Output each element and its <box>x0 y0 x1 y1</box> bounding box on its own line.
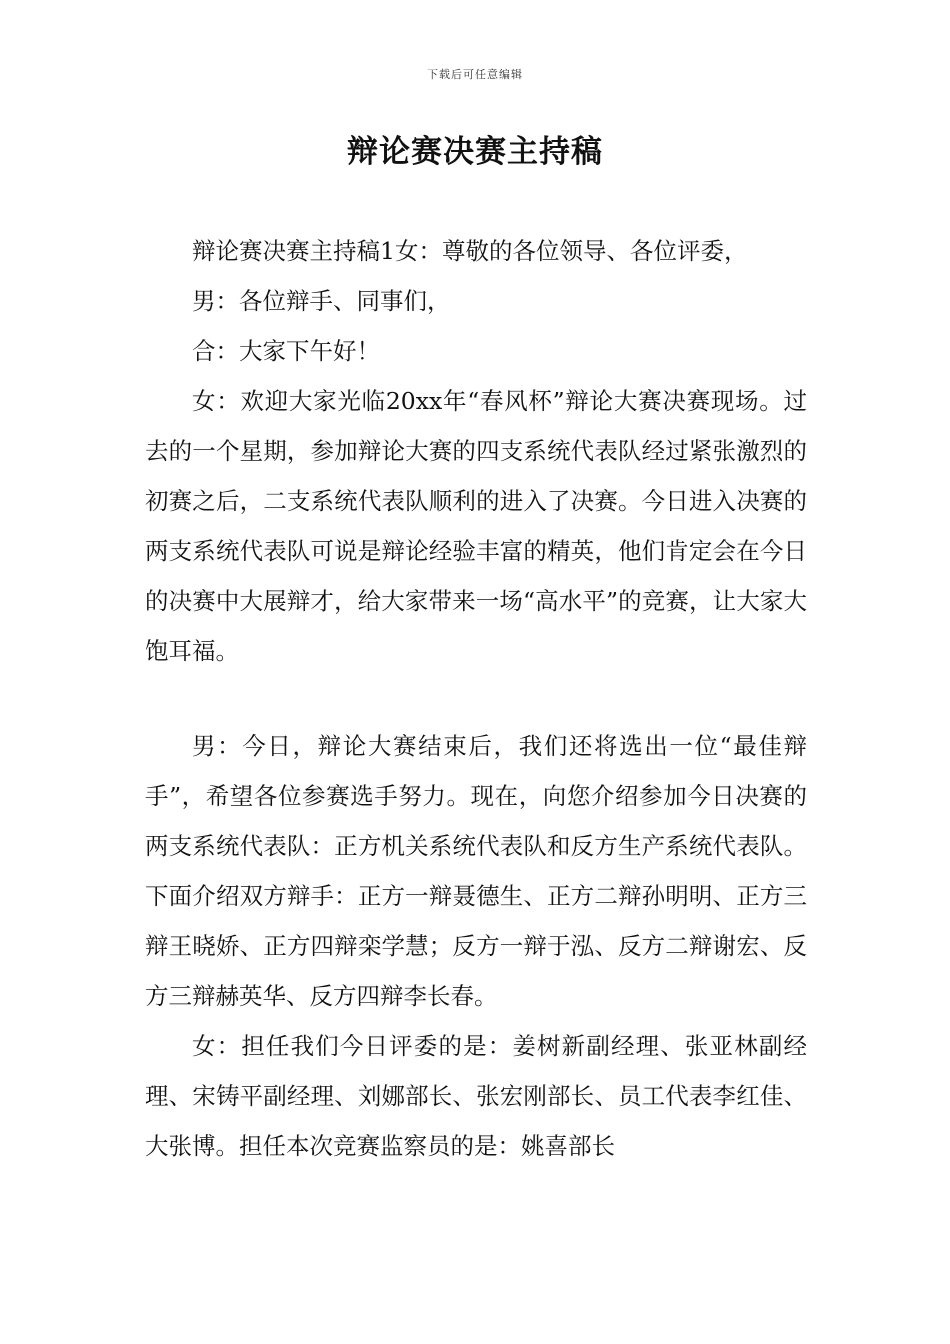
paragraph-spacer <box>145 676 807 721</box>
document-body <box>145 226 807 1171</box>
paragraph-male-greeting: 男：各位辩手、同事们， <box>192 287 451 315</box>
header-note: 下载后可任意编辑 <box>427 68 523 81</box>
paragraph-joint-greeting: 合：大家下午好！ <box>192 337 380 365</box>
paragraph-judges: 女：担任我们今日评委的是：姜树新副经理、张亚林副经理、宋铸平副经理、刘娜部长、张宏刚部长、员工代表李红佳、大张博。担任本次竞赛监察员的是：姚喜部长 <box>145 1032 807 1160</box>
document-title: 辩论赛决赛主持稿 <box>347 134 603 170</box>
paragraph-opening: 辩论赛决赛主持稿1女：尊敬的各位领导、各位评委， <box>192 237 748 265</box>
paragraph-team-introduction: 男：今日，辩论大赛结束后，我们还将选出一位“最佳辩手”，希望各位参赛选手努力。现在，向您介绍参加今日决赛的两支系统代表队：正方机关系统代表队和反方生产系统代表队。下面介绍双方辩手：正方一辩聂德生、正方二辩孙明明、正方三辩王晓娇、正方四辩栾学慧；反方一辩于泓、反方二辩谢宏、反方三辩赫英华、反方四辩李长春。 <box>145 732 807 1010</box>
paragraph-welcome: 女：欢迎大家光临20xx年“春风杯”辩论大赛决赛现场。过去的一个星期，参加辩论大赛的四支系统代表队经过紧张激烈的初赛之后，二支系统代表队顺利的进入了决赛。今日进入决赛的两支系统代表队可说是辩论经验丰富的精英，他们肯定会在今日的决赛中大展辩才，给大家带来一场“高水平”的竞赛，让大家大饱耳福。 <box>145 387 807 665</box>
